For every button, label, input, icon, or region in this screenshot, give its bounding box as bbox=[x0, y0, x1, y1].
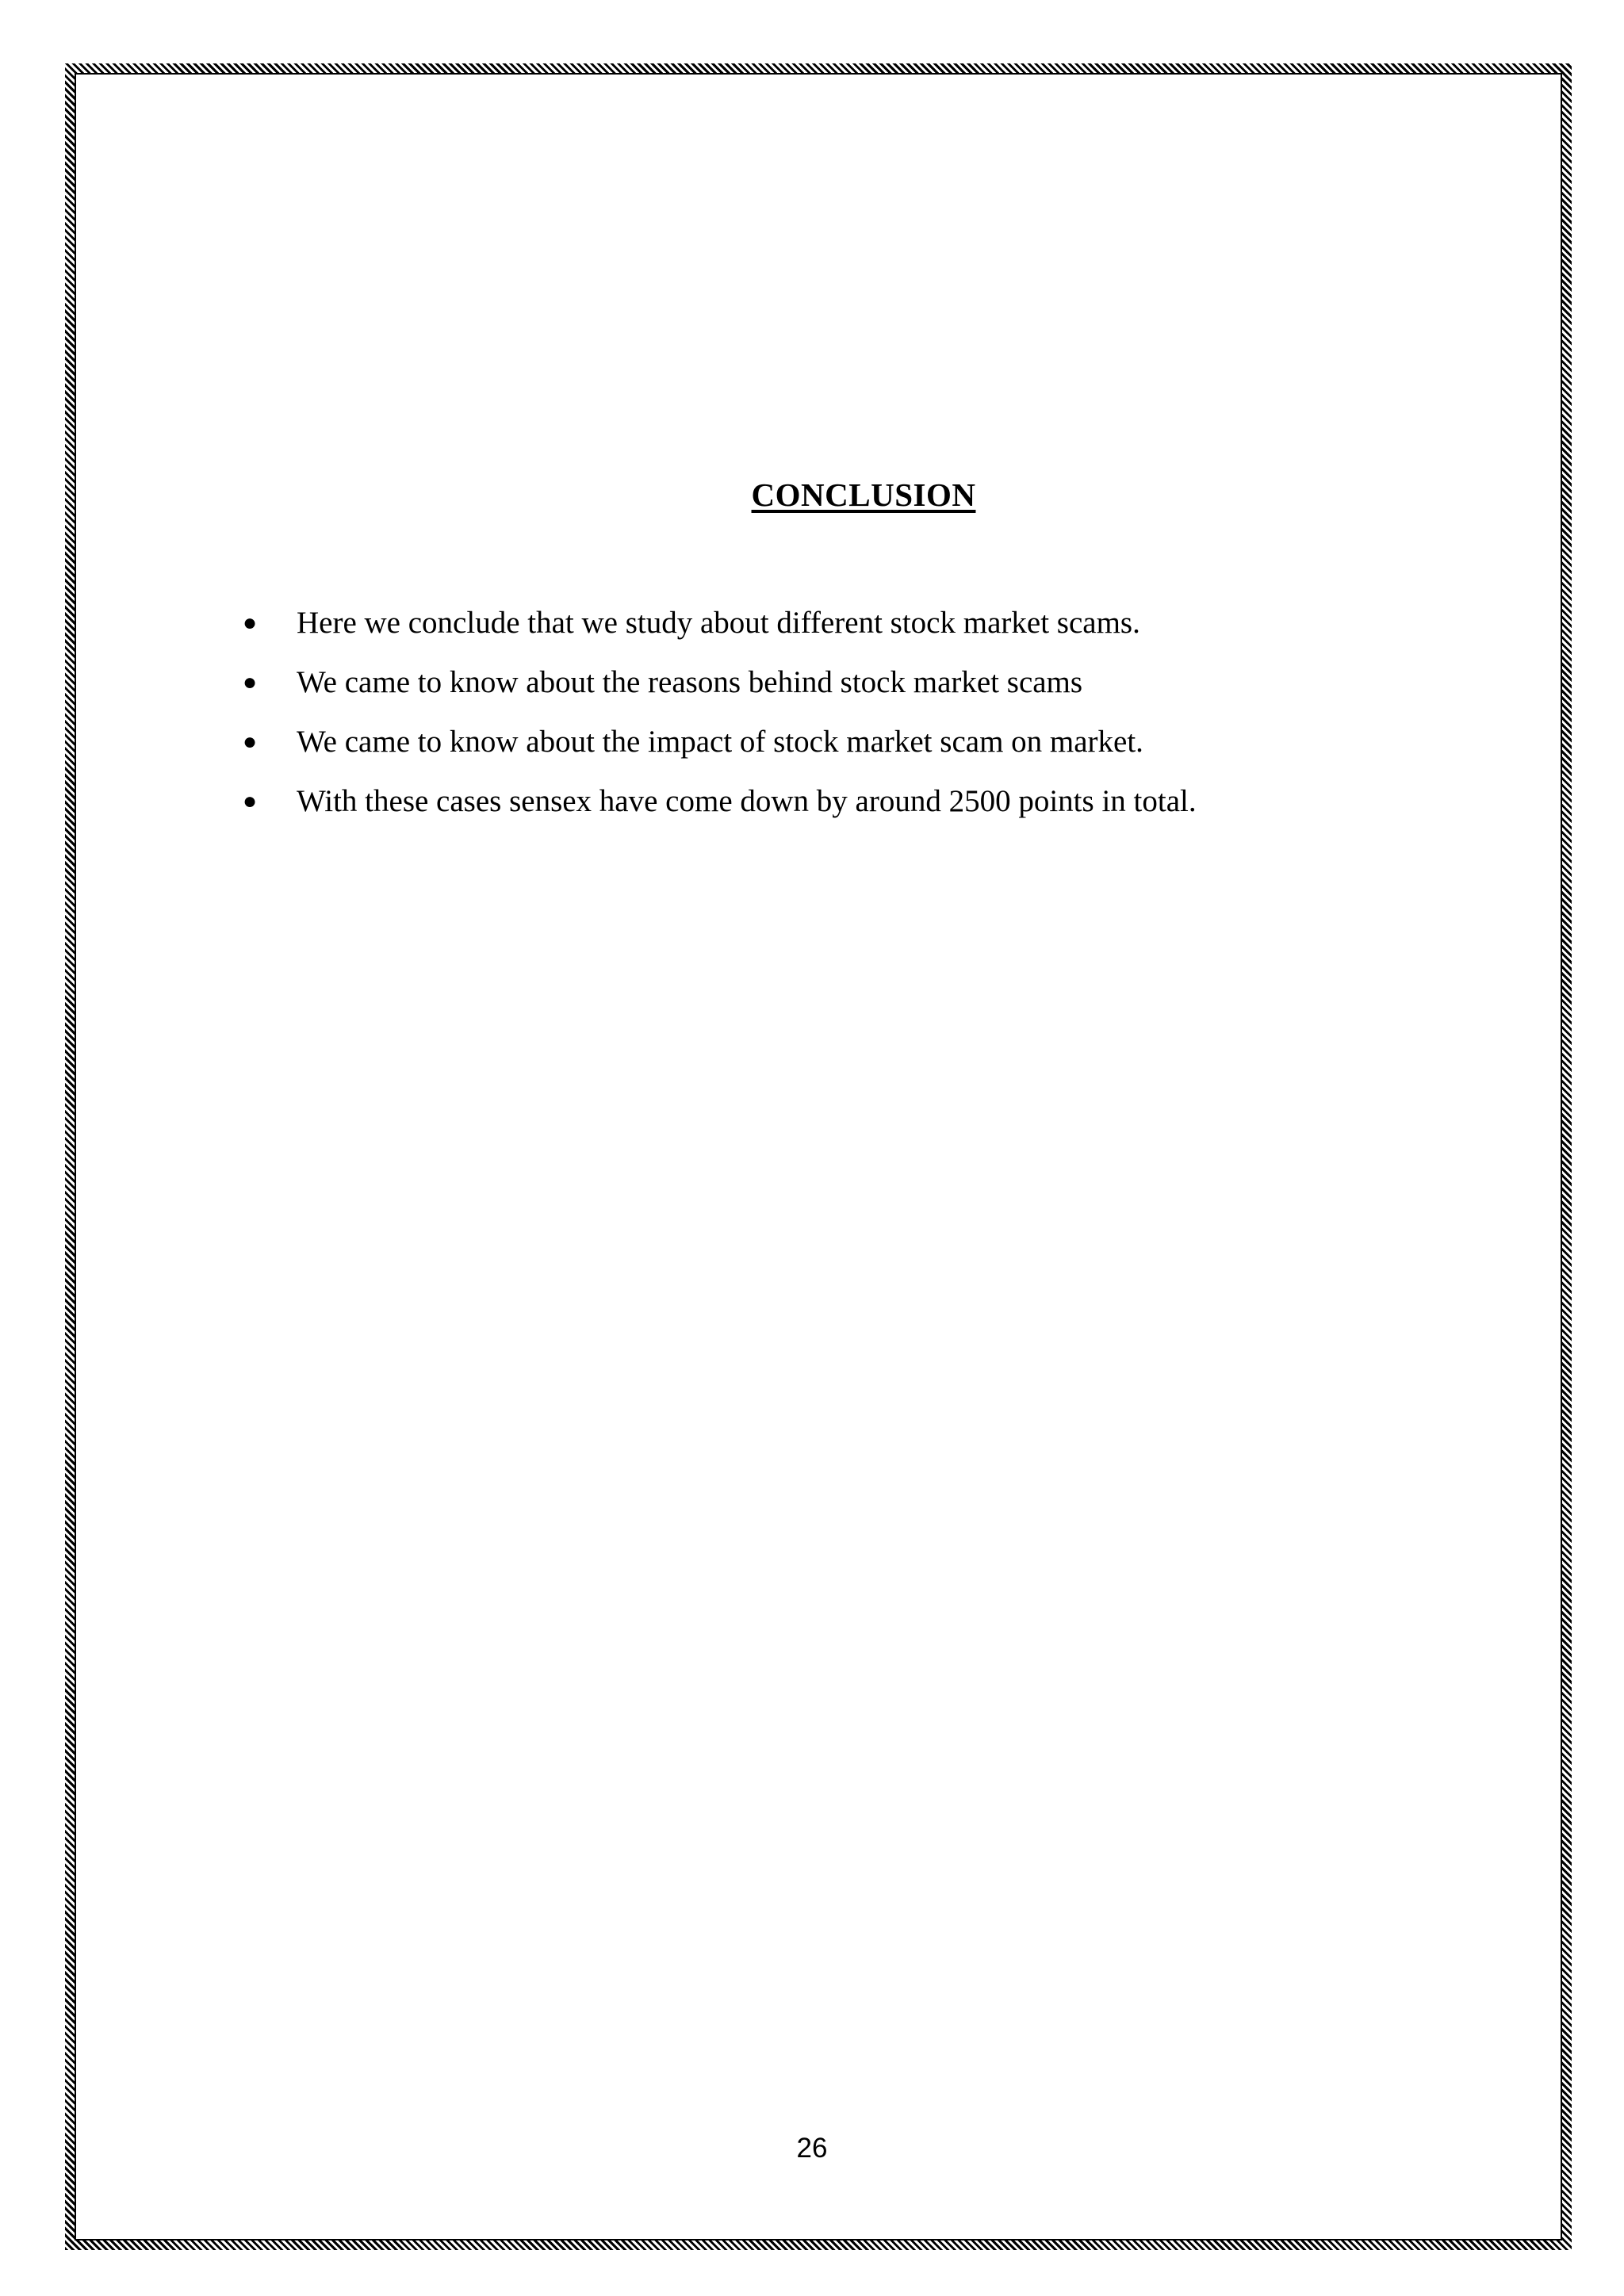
conclusion-bullet-list bbox=[243, 599, 1480, 837]
list-item bbox=[243, 778, 1480, 837]
bullet-text: Here we conclude that we study about different stock market scams. bbox=[297, 606, 1140, 640]
bullet-text: We came to know about the impact of stock market scam on market. bbox=[297, 725, 1143, 759]
page-number: 26 bbox=[796, 2133, 828, 2164]
bullet-icon: ● bbox=[243, 669, 258, 695]
list-item bbox=[243, 599, 1480, 659]
bullet-icon: ● bbox=[243, 729, 258, 755]
bullet-icon: ● bbox=[243, 788, 258, 814]
bullet-text: We came to know about the reasons behind stock market scams bbox=[297, 665, 1083, 699]
page-title: CONCLUSION bbox=[751, 476, 976, 513]
bullet-icon: ● bbox=[243, 610, 258, 636]
list-item bbox=[243, 659, 1480, 718]
bullet-text: With these cases sensex have come down by around 2500 points in total. bbox=[297, 784, 1197, 818]
page-border bbox=[65, 63, 1572, 2250]
list-item bbox=[243, 718, 1480, 778]
